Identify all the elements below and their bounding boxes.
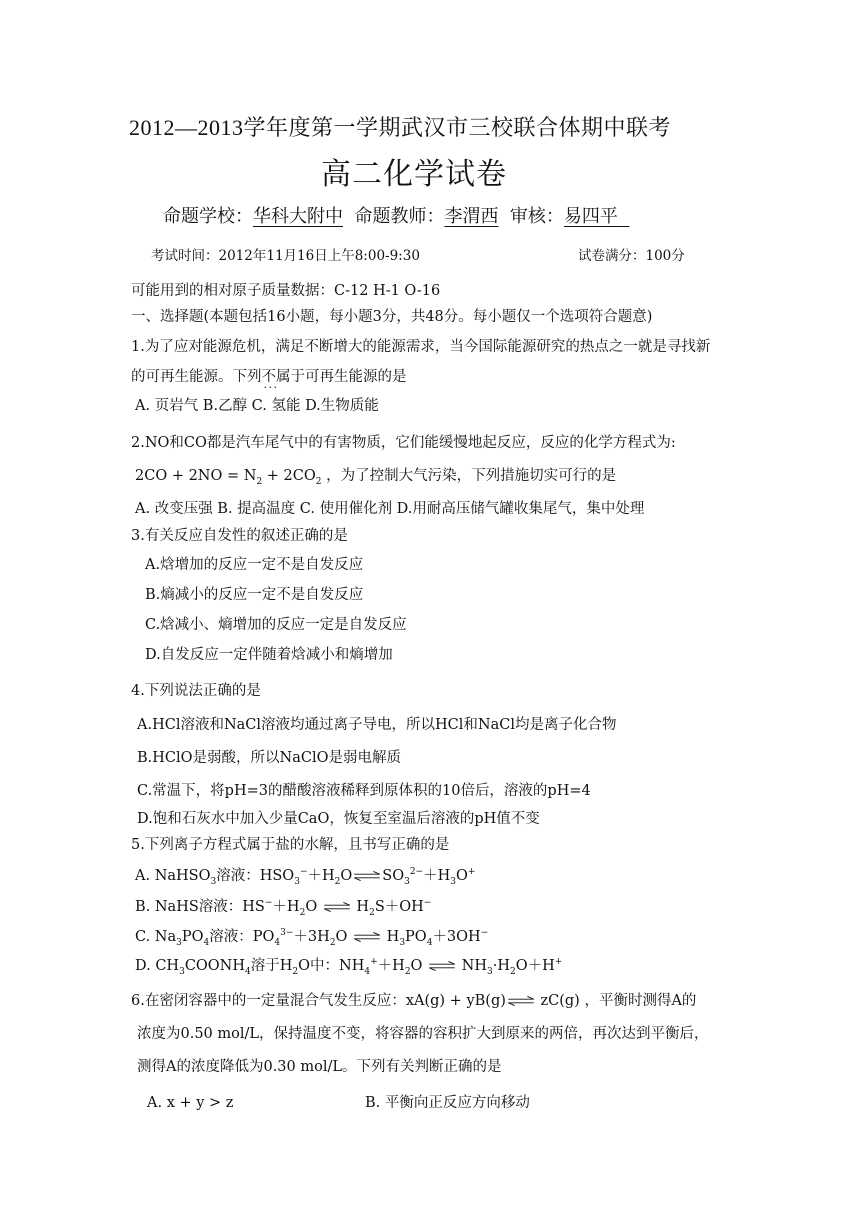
q4-stem: 4.下列说法正确的是 — [131, 683, 261, 699]
school-name: 华科大附中 — [253, 206, 343, 227]
q3-stem: 3.有关反应自发性的叙述正确的是 — [131, 528, 348, 544]
teacher-label: 命题教师： — [354, 206, 445, 227]
full-score: 试卷满分：100分 — [578, 248, 685, 264]
equilibrium-arrow-icon — [322, 902, 352, 912]
q4-option-a: A.HCl溶液和NaCl溶液均通过离子导电，所以HCl和NaCl均是离子化合物 — [137, 717, 617, 733]
q5-stem: 5.下列离子方程式属于盐的水解，且书写正确的是 — [131, 837, 450, 853]
page-title: 高二化学试卷 — [321, 157, 507, 192]
q3-option-b: B.熵减小的反应一定不是自发反应 — [145, 587, 364, 603]
q6-option-a: A. x + y > z — [147, 1095, 234, 1111]
q5-option-b: B. NaHS溶液：$HS^-+H_2O$ $H_2S+OH^-$ — [135, 898, 432, 918]
reviewer-label: 审核： — [509, 206, 564, 227]
atomic-masses: 可能用到的相对原子质量数据：C-12 H-1 O-16 — [131, 283, 441, 299]
teacher-name: 李渭西 — [444, 206, 499, 227]
q5-option-d: D. $CH_3COONH_4$溶于$H_2O$中：$NH_4^++H_2O$ $NH_3\cdot H_2O+H^+$ — [135, 957, 563, 977]
q4-option-b: B.HClO是弱酸，所以NaClO是弱电解质 — [137, 750, 401, 766]
q1-stem-line2: 的可再生能源。下列不属于 · · ·可再生能源的是 — [131, 367, 407, 387]
reviewer-name: 易四平 — [563, 206, 618, 227]
equilibrium-arrow-icon — [427, 961, 457, 971]
equilibrium-arrow-icon — [506, 996, 536, 1006]
q4-option-c: C.常温下，将pH=3的醋酸溶液稀释到原体积的10倍后，溶液的pH=4 — [137, 783, 591, 799]
q6-option-b: B. 平衡向正反应方向移动 — [365, 1095, 530, 1111]
q1-stem-line1: 1.为了应对能源危机，满足不断增大的能源需求，当今国际能源研究的热点之一就是寻找新 — [131, 339, 711, 355]
author-line — [163, 204, 629, 230]
q6-stem-line3: 测得A的浓度降低为0.30 mol/L。下列有关判断正确的是 — [137, 1059, 502, 1075]
section-heading: 一、选择题(本题包括16小题，每小题3分，共48分。每小题仅一个选项符合题意) — [131, 309, 653, 325]
q1-options: A. 页岩气 B.乙醇 C. 氢能 D.生物质能 — [135, 398, 379, 414]
q2-equation: $2CO + 2NO = N_2 + 2CO_2$ ，为了控制大气污染，下列措施切实可行的是 — [135, 468, 617, 487]
q5-option-c: C. $Na_3PO_4$溶液：$PO_4^{3-}+3H_2O$ $H_3PO_4+3OH^-$ — [135, 928, 489, 948]
exam-series-title: 2012—2013学年度第一学期武汉市三校联合体期中联考 — [129, 115, 672, 140]
exam-time: 考试时间：2012年11月16日上午8:00-9:30 — [151, 248, 420, 264]
emphasis-dots: 不属于 · · · — [262, 367, 306, 387]
q5-option-a: A. NaHSO$_3$溶液：$HSO_3^-+H_2O$ $SO_3^{2-}+H_3O^+$ — [135, 867, 476, 887]
q2-options: A. 改变压强 B. 提高温度 C. 使用催化剂 D.用耐高压储气罐收集尾气，集中处理 — [135, 501, 645, 517]
q3-option-d: D.自发反应一定伴随着焓减小和熵增加 — [145, 647, 393, 663]
q6-stem-line2: 浓度为0.50 mol/L，保持温度不变，将容器的容积扩大到原来的两倍，再次达到平衡后， — [137, 1026, 709, 1042]
q3-option-a: A.焓增加的反应一定不是自发反应 — [145, 557, 364, 573]
q6-stem-line1: 6.在密闭容器中的一定量混合气发生反应：xA(g) + yB(g) zC(g) ，平衡时测得A的 — [131, 993, 697, 1009]
equilibrium-arrow-icon — [352, 871, 382, 881]
q4-option-d: D.饱和石灰水中加入少量CaO，恢复至室温后溶液的pH值不变 — [137, 811, 540, 827]
q2-stem-line1: 2.NO和CO都是汽车尾气中的有害物质，它们能缓慢地起反应，反应的化学方程式为: — [131, 435, 676, 451]
q3-option-c: C.焓减小、熵增加的反应一定是自发反应 — [145, 617, 407, 633]
equilibrium-arrow-icon — [352, 932, 382, 942]
school-label: 命题学校： — [163, 206, 253, 227]
